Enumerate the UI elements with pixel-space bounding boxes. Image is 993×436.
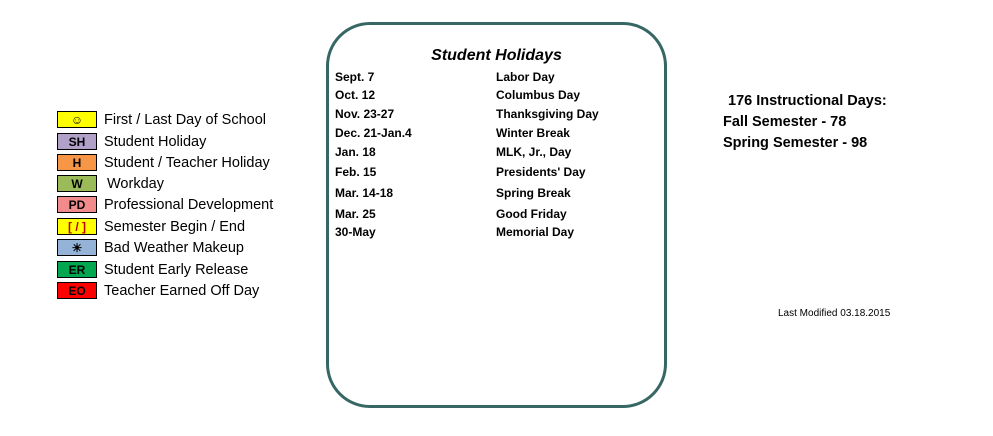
- holiday-date: Nov. 23-27: [335, 107, 395, 121]
- fall-semester-days: Fall Semester - 78: [723, 114, 847, 130]
- last-modified: Last Modified 03.18.2015: [778, 308, 891, 319]
- legend-row-semester-begin-end: [57, 217, 245, 236]
- legend-swatch: W: [57, 175, 97, 192]
- legend-row-student-early-release: [57, 260, 248, 279]
- holiday-date: Sept. 7: [335, 70, 375, 84]
- legend-label: First / Last Day of School: [104, 111, 266, 128]
- holiday-name: Memorial Day: [496, 225, 575, 239]
- legend-row-student-holiday: [57, 132, 206, 151]
- holiday-name: Columbus Day: [496, 88, 581, 102]
- holiday-date: 30-May: [335, 225, 376, 239]
- legend-swatch-smiley-icon: ☺: [57, 111, 97, 128]
- holiday-date: Oct. 12: [335, 88, 376, 102]
- instructional-days-total: 176 Instructional Days:: [728, 93, 887, 109]
- holiday-name: Labor Day: [496, 70, 555, 84]
- legend-label: Student Early Release: [104, 261, 249, 278]
- legend-row-bad-weather-makeup: [57, 238, 244, 257]
- holiday-name: Winter Break: [496, 126, 570, 140]
- holiday-name: Presidents' Day: [496, 165, 586, 179]
- legend-swatch: EO: [57, 282, 97, 299]
- legend-label: Professional Development: [104, 196, 274, 213]
- legend-swatch: ER: [57, 261, 97, 278]
- holiday-name: Good Friday: [496, 207, 567, 221]
- holiday-name: Thanksgiving Day: [496, 107, 599, 121]
- legend-swatch-sun-icon: ☀: [57, 239, 97, 256]
- holiday-date: Dec. 21-Jan.4: [335, 126, 412, 140]
- legend-swatch: [ / ]: [57, 218, 97, 235]
- legend-row-professional-development: [57, 195, 273, 214]
- legend-row-workday: [57, 174, 164, 193]
- legend-label: Student / Teacher Holiday: [104, 154, 270, 171]
- holiday-date: Mar. 25: [335, 207, 376, 221]
- spring-semester-days: Spring Semester - 98: [723, 135, 868, 151]
- legend-label: Teacher Earned Off Day: [104, 282, 260, 299]
- legend-label: Semester Begin / End: [104, 218, 246, 235]
- legend-swatch: SH: [57, 133, 97, 150]
- legend-row-first-last-day: [57, 110, 266, 129]
- holiday-date: Feb. 15: [335, 165, 377, 179]
- legend-swatch: H: [57, 154, 97, 171]
- legend-swatch: PD: [57, 196, 97, 213]
- holiday-date: Jan. 18: [335, 145, 376, 159]
- holiday-name: MLK, Jr., Day: [496, 145, 572, 159]
- holiday-name: Spring Break: [496, 186, 571, 200]
- legend-label: Workday: [107, 175, 164, 192]
- legend-label: Student Holiday: [104, 133, 207, 150]
- panel-title: Student Holidays: [431, 47, 562, 64]
- legend-row-teacher-earned-off-day: [57, 281, 259, 300]
- legend-label: Bad Weather Makeup: [104, 239, 244, 256]
- legend-row-student-teacher-holiday: [57, 153, 270, 172]
- holiday-date: Mar. 14-18: [335, 186, 394, 200]
